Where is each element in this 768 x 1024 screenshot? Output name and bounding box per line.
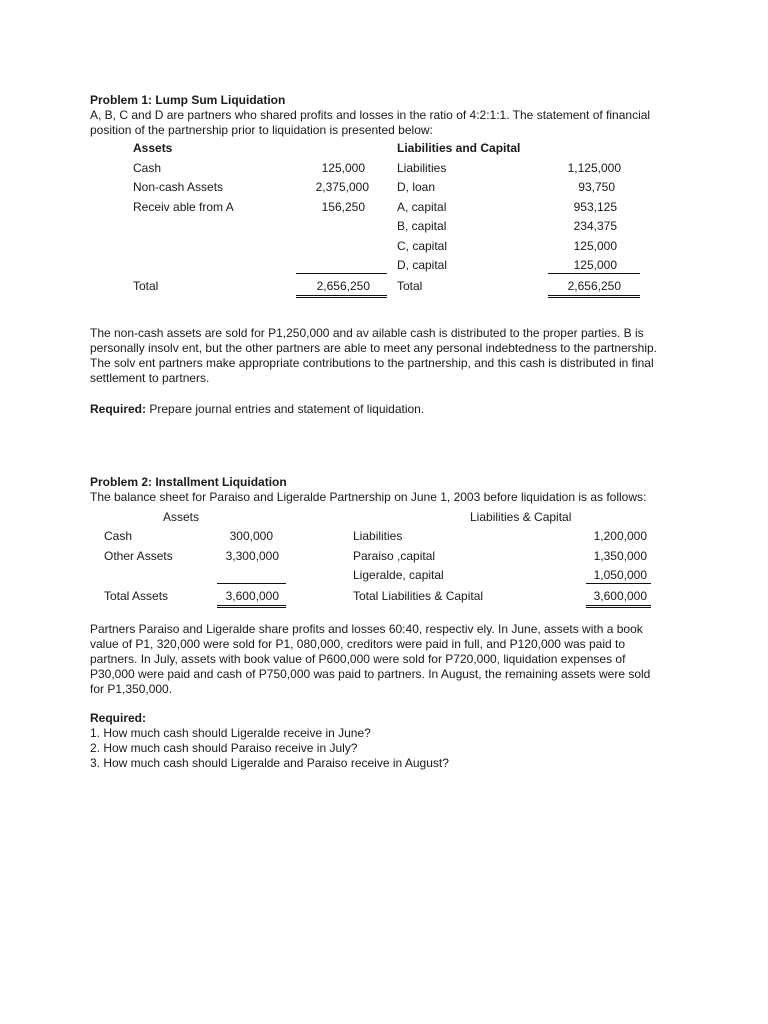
p1-required-text: Prepare journal entries and statement of liquidation. (146, 402, 425, 416)
p2-liab-double-rule-2 (586, 607, 651, 608)
p2-liab-double-rule-1 (586, 605, 651, 606)
p1-para-line1: The non-cash assets are sold for P1,250,000 and av ailable cash is distributed to the proper parties. B is (90, 326, 644, 340)
p2-para-line1: Partners Paraiso and Ligeralde share profits and losses 60:40, respectiv ely. In June, assets with a book (90, 622, 643, 636)
p2-assets-total-rule (217, 583, 286, 584)
p2-assets-header: Assets (163, 510, 200, 524)
p1-total-label-right: Total (397, 279, 423, 293)
p2-question: 2. How much cash should Paraiso receive in July? (90, 741, 358, 755)
p2-total-assets-label: Total Assets (104, 589, 169, 603)
p2-para-line3: partners. In July, assets with book value of P600,000 were sold for P720,000, liquidation expenses of (90, 652, 626, 666)
p1-liab-label: C, capital (397, 239, 448, 253)
p1-total-label-left: Total (133, 279, 159, 293)
problem1-intro-line2: position of the partnership prior to liquidation is presented below: (90, 123, 433, 137)
p1-asset-value: 2,375,000 (315, 180, 369, 194)
p1-required-label: Required: (90, 402, 147, 416)
p1-liab-label: D, loan (397, 180, 436, 194)
p2-liab-value: 1,350,000 (593, 549, 647, 563)
p2-para-line5: for P1,350,000. (90, 682, 173, 696)
p1-liab-double-rule-1 (548, 295, 640, 296)
p1-para-line3: The solv ent partners make appropriate contributions to the partnership, and this cash is distributed in final (90, 356, 654, 370)
p1-assets-double-rule-2 (296, 297, 387, 298)
p1-liab-value: 93,750 (578, 180, 615, 194)
p2-total-assets: 3,600,000 (225, 589, 279, 603)
p1-liab-value: 125,000 (573, 239, 617, 253)
p2-assets-double-rule-1 (217, 605, 286, 606)
p1-liab-total-rule (548, 273, 640, 274)
problem2-intro: The balance sheet for Paraiso and Ligeralde Partnership on June 1, 2003 before liquidation is as follows: (90, 490, 647, 504)
problem2-title: Problem 2: Installment Liquidation (90, 475, 287, 489)
p1-total-assets: 2,656,250 (316, 279, 370, 293)
p2-asset-label: Other Assets (104, 549, 173, 563)
p1-assets-double-rule-1 (296, 295, 387, 296)
p2-liab-label: Ligeralde, capital (353, 568, 444, 582)
p2-liab-total-rule (586, 583, 651, 584)
p1-liab-value: 1,125,000 (567, 161, 621, 175)
p1-asset-value: 125,000 (321, 161, 365, 175)
p1-liab-value: 125,000 (573, 258, 617, 272)
p2-asset-value: 300,000 (229, 529, 273, 543)
p2-assets-double-rule-2 (217, 607, 286, 608)
p1-asset-label: Non-cash Assets (133, 180, 224, 194)
p1-asset-label: Receiv able from A (133, 200, 234, 214)
p2-para-line4: P30,000 were paid and cash of P750,000 was paid to partners. In August, the remaining assets were sold (90, 667, 651, 681)
p1-liab-label: D, capital (397, 258, 448, 272)
p1-asset-value: 156,250 (321, 200, 365, 214)
problem1-title: Problem 1: Lump Sum Liquidation (90, 93, 286, 107)
p1-liab-value: 953,125 (573, 200, 617, 214)
p2-liab-value: 1,050,000 (593, 568, 647, 582)
problem1-intro-line1: A, B, C and D are partners who shared profits and losses in the ratio of 4:2:1:1. The statement of financial (90, 108, 651, 122)
p2-liab-label: Paraiso ,capital (353, 549, 436, 563)
p2-asset-label: Cash (104, 529, 133, 543)
p1-liab-value: 234,375 (573, 219, 617, 233)
p2-para-line2: value of P1, 320,000 were sold for P1, 080,000, creditors were paid in full, and P120,000 was paid to (90, 637, 626, 651)
p2-asset-value: 3,300,000 (225, 549, 279, 563)
p1-liab-label: Liabilities (397, 161, 447, 175)
p2-required-label: Required: (90, 711, 147, 725)
p1-total-liab: 2,656,250 (567, 279, 621, 293)
p1-para-line2: personally insolv ent, but the other partners are able to meet any personal indebtedness to the partnership. (90, 341, 658, 355)
p2-liab-header: Liabilities & Capital (470, 510, 572, 524)
p2-liab-value: 1,200,000 (593, 529, 647, 543)
p1-required (90, 402, 424, 416)
problem1-liab-header: Liabilities and Capital (397, 141, 521, 155)
p2-total-liab-label: Total Liabilities & Capital (353, 589, 484, 603)
p1-liab-label: B, capital (397, 219, 447, 233)
p2-total-liab: 3,600,000 (593, 589, 647, 603)
p1-liab-double-rule-2 (548, 297, 640, 298)
p1-liab-label: A, capital (397, 200, 447, 214)
p1-para-line4: settlement to partners. (90, 371, 210, 385)
p1-asset-label: Cash (133, 161, 162, 175)
p1-assets-total-rule (296, 273, 387, 274)
p2-question: 1. How much cash should Ligeralde receive in June? (90, 726, 371, 740)
p2-liab-label: Liabilities (353, 529, 403, 543)
p2-question: 3. How much cash should Ligeralde and Paraiso receive in August? (90, 756, 449, 770)
problem1-assets-header: Assets (133, 141, 173, 155)
